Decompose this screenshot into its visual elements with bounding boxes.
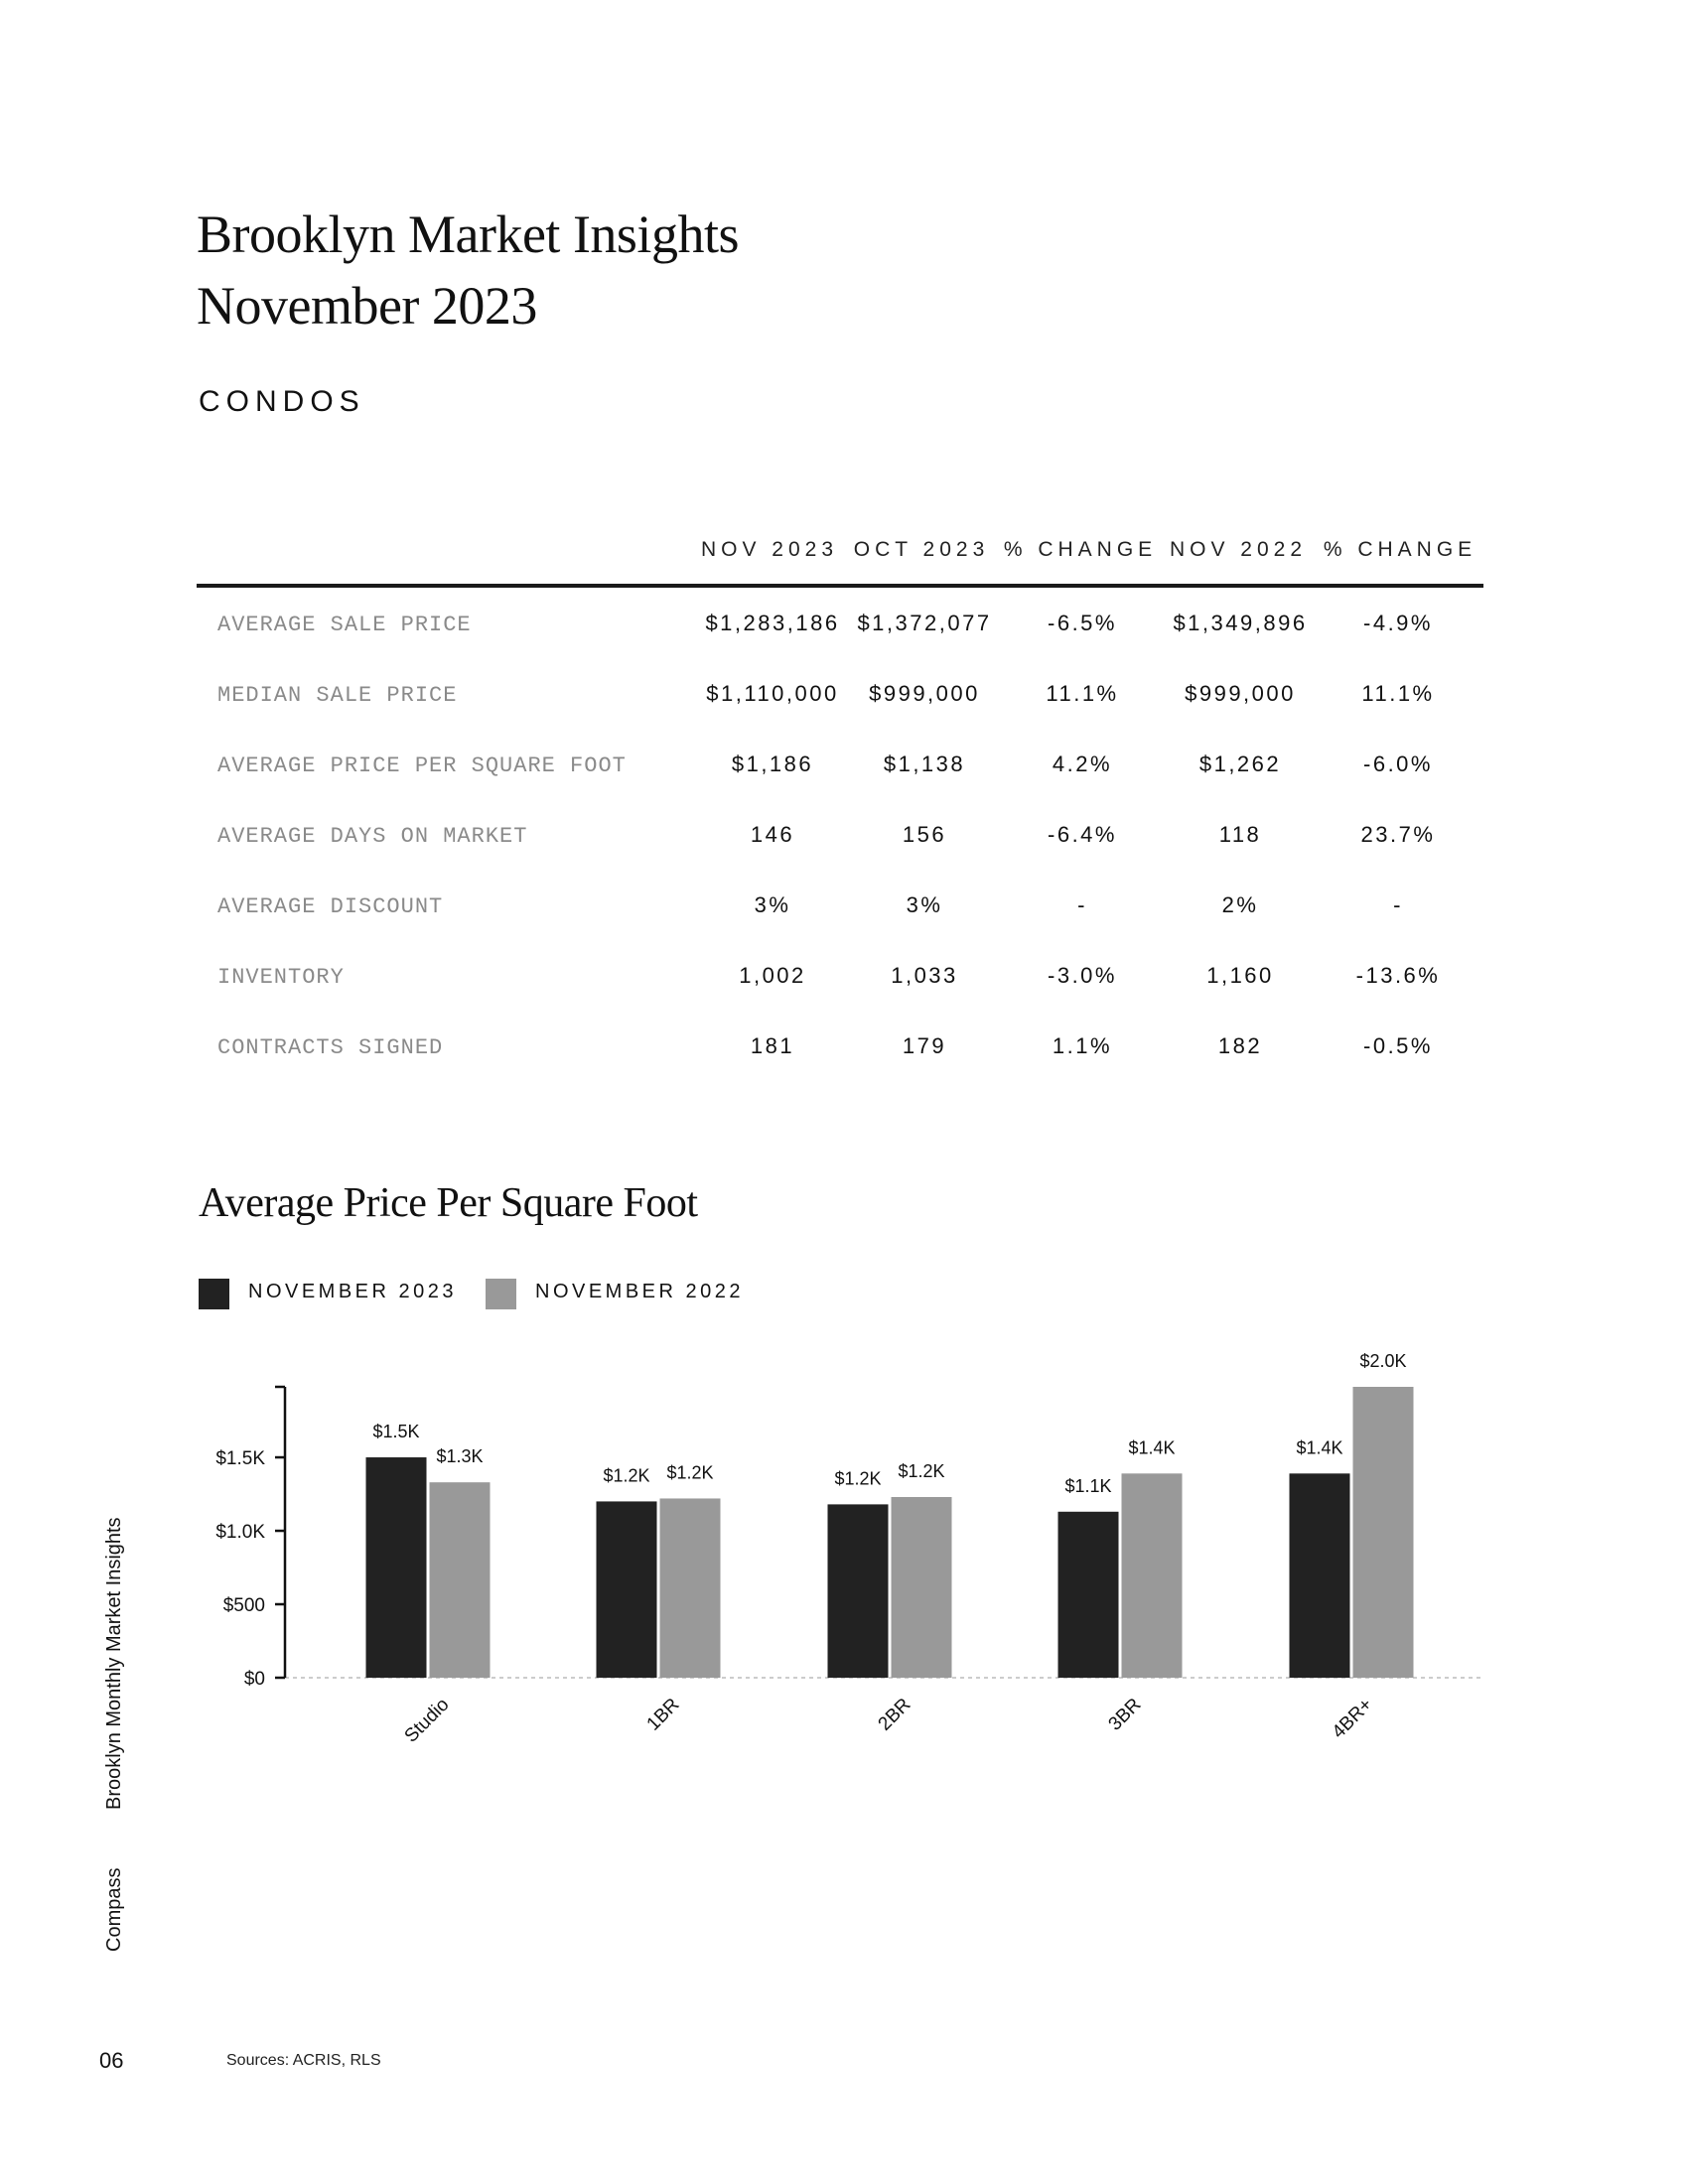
data-label: $1.1K xyxy=(1064,1475,1112,1496)
table-cell: $1,110,000 xyxy=(706,681,839,706)
row-label: CONTRACTS SIGNED xyxy=(217,1035,444,1060)
y-tick-label: $0 xyxy=(243,1669,265,1690)
bar-studio-series-0 xyxy=(366,1457,427,1678)
table-cell: 23.7% xyxy=(1360,822,1436,847)
table-cell: - xyxy=(1077,892,1087,917)
row-label: AVERAGE PRICE PER SQUARE FOOT xyxy=(217,753,627,778)
table-cell: -3.0% xyxy=(1048,963,1117,988)
column-header-change-mom: % CHANGE xyxy=(1003,538,1158,561)
bar-1br-series-0 xyxy=(597,1501,657,1678)
x-tick-label: Studio xyxy=(400,1694,454,1747)
table-cell: 2% xyxy=(1221,892,1259,917)
table-cell: 182 xyxy=(1217,1033,1263,1058)
x-tick-label: 1BR xyxy=(642,1694,684,1735)
publication-name: Brooklyn Monthly Market Insights xyxy=(103,1517,125,1810)
table-cell: 1,160 xyxy=(1206,963,1274,988)
row-label: AVERAGE DISCOUNT xyxy=(217,894,444,919)
bar-4br-plus-series-0 xyxy=(1290,1473,1350,1678)
legend-label-nov-2023: NOVEMBER 2023 xyxy=(248,1281,458,1302)
table-cell: $999,000 xyxy=(869,681,980,706)
bar-3br-series-1 xyxy=(1122,1473,1183,1678)
table-cell: $1,349,896 xyxy=(1173,611,1308,635)
table-cell: -4.9% xyxy=(1363,611,1433,635)
table-cell: 156 xyxy=(902,822,947,847)
brand-name: Compass xyxy=(103,1867,125,1952)
column-header-oct-2023: OCT 2023 xyxy=(853,538,990,561)
data-label: $1.4K xyxy=(1296,1437,1343,1458)
row-label: AVERAGE DAYS ON MARKET xyxy=(217,824,528,849)
row-label: MEDIAN SALE PRICE xyxy=(217,683,458,708)
table-cell: -6.4% xyxy=(1048,822,1117,847)
table-cell: 118 xyxy=(1218,822,1262,847)
row-label: INVENTORY xyxy=(217,965,345,990)
table-cell: $999,000 xyxy=(1185,681,1296,706)
column-header-nov-2022: NOV 2022 xyxy=(1169,538,1308,561)
bar-2br-series-1 xyxy=(892,1497,952,1678)
bar-1br-series-1 xyxy=(660,1498,721,1678)
page-number: 06 xyxy=(99,2048,124,2073)
table-cell: 146 xyxy=(750,822,795,847)
section-label: CONDOS xyxy=(199,385,365,418)
table-cell: 181 xyxy=(750,1033,795,1058)
data-label: $1.2K xyxy=(666,1462,714,1483)
legend-label-nov-2022: NOVEMBER 2022 xyxy=(535,1281,745,1302)
data-label: $1.4K xyxy=(1128,1437,1176,1458)
x-tick-label: 2BR xyxy=(874,1694,915,1735)
data-label: $1.2K xyxy=(603,1465,650,1486)
x-tick-label: 4BR+ xyxy=(1328,1694,1377,1743)
title-line-1: Brooklyn Market Insights xyxy=(197,205,739,264)
bar-3br-series-0 xyxy=(1058,1512,1119,1678)
table-cell: $1,262 xyxy=(1198,751,1282,776)
table-cell: 1,002 xyxy=(739,963,806,988)
data-label: $1.5K xyxy=(372,1422,420,1442)
table-cell: $1,372,077 xyxy=(857,611,992,635)
table-cell: 179 xyxy=(902,1033,947,1058)
data-label: $1.2K xyxy=(898,1460,945,1481)
table-cell: - xyxy=(1393,892,1403,917)
table-cell: 11.1% xyxy=(1361,681,1435,706)
x-tick-label: 3BR xyxy=(1104,1694,1146,1735)
table-cell: 1,033 xyxy=(891,963,958,988)
table-cell: 3% xyxy=(754,892,791,917)
table-cell: $1,186 xyxy=(731,751,814,776)
data-label: $1.3K xyxy=(436,1446,484,1467)
chart-title: Average Price Per Square Foot xyxy=(199,1180,698,1226)
column-header-change-yoy: % CHANGE xyxy=(1323,538,1477,561)
table-cell: -6.0% xyxy=(1363,751,1433,776)
table-cell: 3% xyxy=(906,892,943,917)
y-tick-label: $500 xyxy=(222,1595,265,1617)
row-label: AVERAGE SALE PRICE xyxy=(217,613,472,637)
y-tick-label: $1.0K xyxy=(215,1522,265,1544)
bar-studio-series-1 xyxy=(430,1482,491,1678)
table-cell: -0.5% xyxy=(1363,1033,1433,1058)
table-cell: $1,283,186 xyxy=(705,611,840,635)
table-cell: -13.6% xyxy=(1355,963,1441,988)
table-cell: 11.1% xyxy=(1046,681,1119,706)
table-cell: 1.1% xyxy=(1052,1033,1113,1058)
title-line-2: November 2023 xyxy=(197,276,537,336)
table-cell: -6.5% xyxy=(1048,611,1117,635)
sources-note: Sources: ACRIS, RLS xyxy=(226,2052,381,2069)
y-tick-label: $1.5K xyxy=(215,1448,265,1470)
bar-4br-plus-series-1 xyxy=(1353,1387,1414,1678)
column-header-nov-2023: NOV 2023 xyxy=(700,538,839,561)
bar-2br-series-0 xyxy=(828,1504,889,1678)
data-label: $1.2K xyxy=(834,1468,882,1489)
data-label: $2.0K xyxy=(1359,1351,1407,1371)
table-cell: $1,138 xyxy=(883,751,966,776)
table-cell: 4.2% xyxy=(1052,751,1113,776)
